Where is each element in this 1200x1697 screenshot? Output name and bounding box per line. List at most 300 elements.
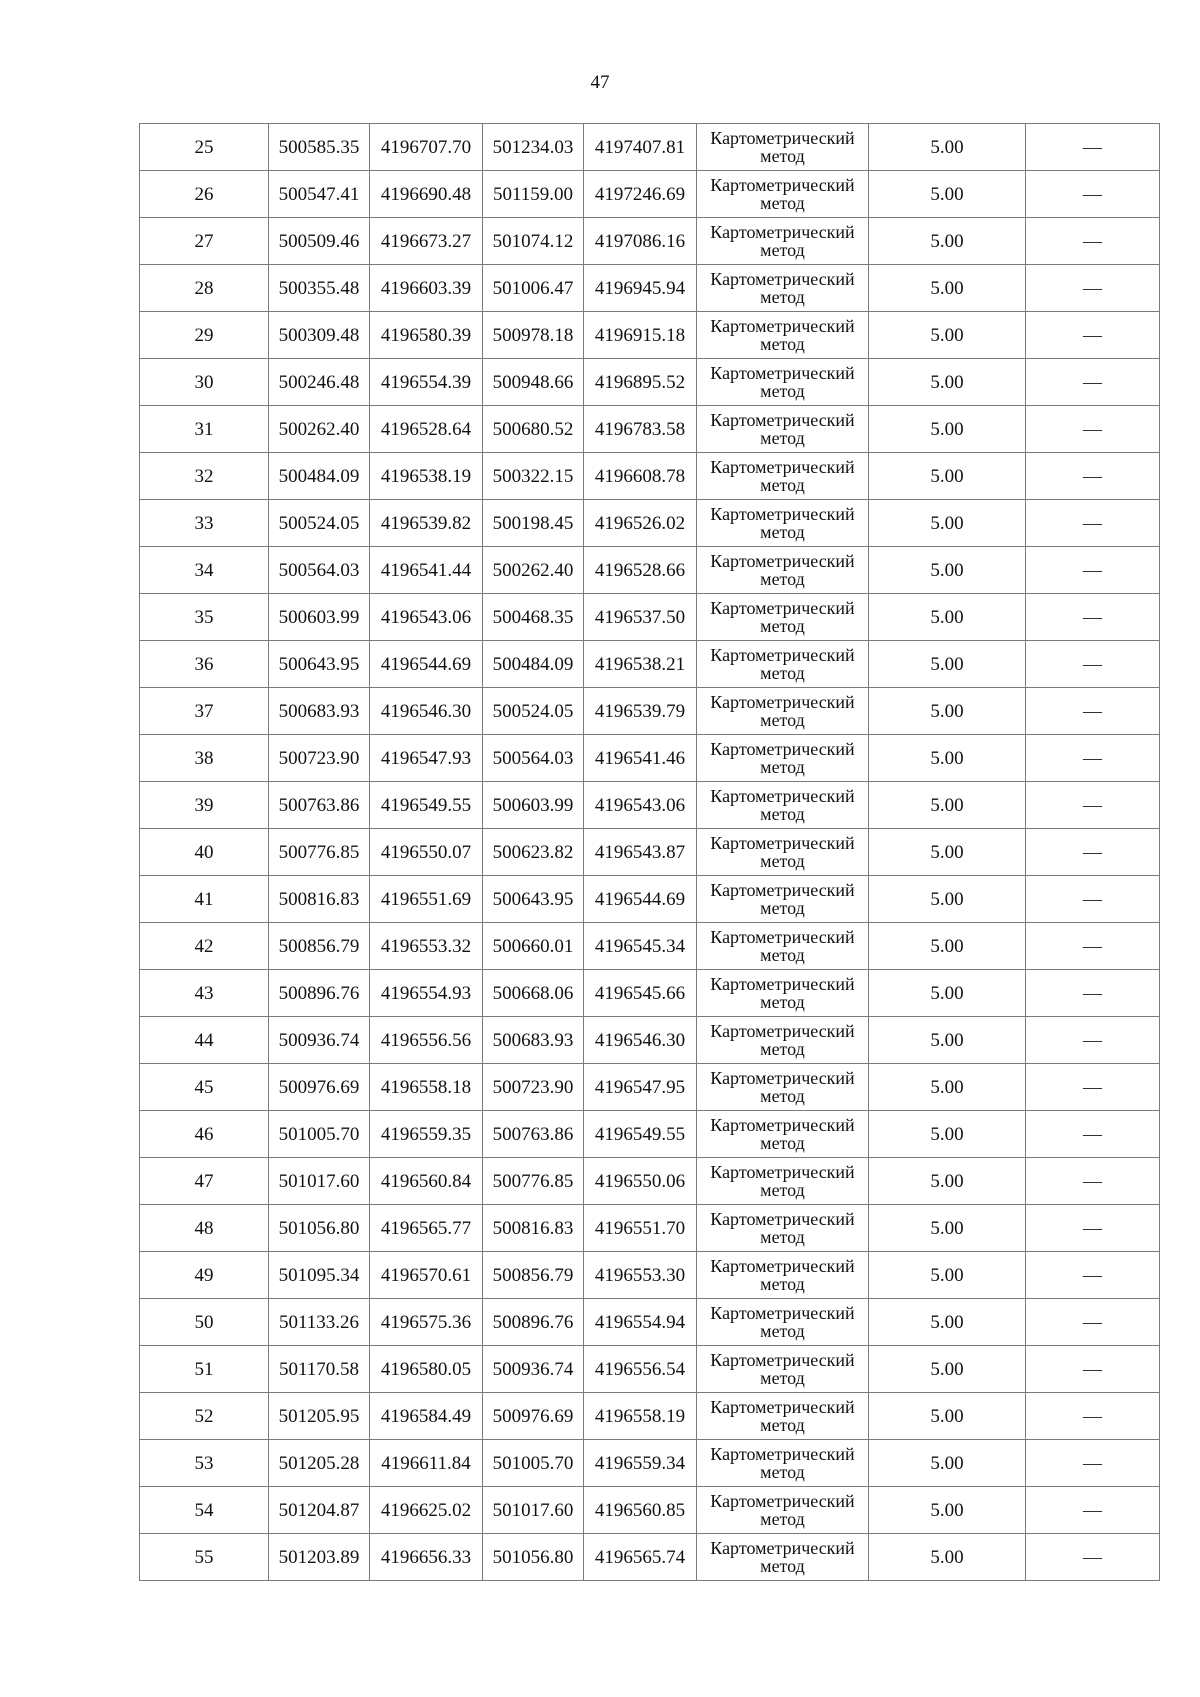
y1-cell: 4196554.93: [370, 970, 483, 1017]
accuracy-cell: 5.00: [869, 923, 1026, 970]
table-row: [140, 594, 1160, 641]
y2-cell: 4196783.58: [584, 406, 697, 453]
point-number-cell: 26: [140, 171, 269, 218]
y1-cell: 4196547.93: [370, 735, 483, 782]
x1-cell: 501203.89: [269, 1534, 370, 1581]
accuracy-cell: 5.00: [869, 218, 1026, 265]
method-line-1: Картометрический: [710, 457, 855, 477]
method-cell: [697, 547, 869, 594]
x1-cell: 500683.93: [269, 688, 370, 735]
x2-cell: 500322.15: [483, 453, 584, 500]
x1-cell: 501133.26: [269, 1299, 370, 1346]
table-row: [140, 688, 1160, 735]
table-row: [140, 829, 1160, 876]
x2-cell: 500723.90: [483, 1064, 584, 1111]
method-line-1: Картометрический: [710, 551, 855, 571]
y2-cell: 4196608.78: [584, 453, 697, 500]
table-row: [140, 782, 1160, 829]
accuracy-cell: 5.00: [869, 1393, 1026, 1440]
note-cell: —: [1026, 312, 1160, 359]
x1-cell: 500355.48: [269, 265, 370, 312]
note-cell: —: [1026, 406, 1160, 453]
x2-cell: 500468.35: [483, 594, 584, 641]
y1-cell: 4196550.07: [370, 829, 483, 876]
note-cell: —: [1026, 688, 1160, 735]
y2-cell: 4196528.66: [584, 547, 697, 594]
method-line-2: метод: [760, 1133, 805, 1153]
accuracy-cell: 5.00: [869, 265, 1026, 312]
table-row: [140, 124, 1160, 171]
method-line-1: Картометрический: [710, 880, 855, 900]
method-line-2: метод: [760, 287, 805, 307]
y1-cell: 4196558.18: [370, 1064, 483, 1111]
point-number-cell: 34: [140, 547, 269, 594]
y1-cell: 4196560.84: [370, 1158, 483, 1205]
table-row: [140, 1158, 1160, 1205]
y2-cell: 4196554.94: [584, 1299, 697, 1346]
accuracy-cell: 5.00: [869, 1017, 1026, 1064]
accuracy-cell: 5.00: [869, 500, 1026, 547]
accuracy-cell: 5.00: [869, 735, 1026, 782]
y1-cell: 4196603.39: [370, 265, 483, 312]
accuracy-cell: 5.00: [869, 1064, 1026, 1111]
point-number-cell: 30: [140, 359, 269, 406]
method-cell: [697, 124, 869, 171]
y1-cell: 4196565.77: [370, 1205, 483, 1252]
method-cell: [697, 641, 869, 688]
y2-cell: 4196560.85: [584, 1487, 697, 1534]
method-line-1: Картометрический: [710, 269, 855, 289]
x2-cell: 500776.85: [483, 1158, 584, 1205]
method-line-1: Картометрический: [710, 739, 855, 759]
y2-cell: 4196541.46: [584, 735, 697, 782]
table-row: [140, 735, 1160, 782]
note-cell: —: [1026, 1017, 1160, 1064]
table-row: [140, 1111, 1160, 1158]
x1-cell: 501205.28: [269, 1440, 370, 1487]
method-cell: [697, 970, 869, 1017]
x1-cell: 500936.74: [269, 1017, 370, 1064]
method-line-2: метод: [760, 1180, 805, 1200]
x1-cell: 500723.90: [269, 735, 370, 782]
method-line-1: Картометрический: [710, 1491, 855, 1511]
method-cell: [697, 1487, 869, 1534]
point-number-cell: 25: [140, 124, 269, 171]
point-number-cell: 29: [140, 312, 269, 359]
y2-cell: 4196545.66: [584, 970, 697, 1017]
method-cell: [697, 782, 869, 829]
method-line-1: Картометрический: [710, 410, 855, 430]
y1-cell: 4196554.39: [370, 359, 483, 406]
note-cell: —: [1026, 1534, 1160, 1581]
table-row: [140, 547, 1160, 594]
method-line-1: Картометрический: [710, 128, 855, 148]
x2-cell: 501234.03: [483, 124, 584, 171]
y2-cell: 4196895.52: [584, 359, 697, 406]
y1-cell: 4196673.27: [370, 218, 483, 265]
x2-cell: 501005.70: [483, 1440, 584, 1487]
method-line-2: метод: [760, 569, 805, 589]
method-cell: [697, 500, 869, 547]
method-line-2: метод: [760, 522, 805, 542]
accuracy-cell: 5.00: [869, 124, 1026, 171]
point-number-cell: 27: [140, 218, 269, 265]
method-line-1: Картометрический: [710, 1350, 855, 1370]
method-line-1: Картометрический: [710, 833, 855, 853]
y1-cell: 4196575.36: [370, 1299, 483, 1346]
method-cell: [697, 1299, 869, 1346]
y1-cell: 4196690.48: [370, 171, 483, 218]
y2-cell: 4196547.95: [584, 1064, 697, 1111]
y1-cell: 4196551.69: [370, 876, 483, 923]
x2-cell: 500524.05: [483, 688, 584, 735]
point-number-cell: 45: [140, 1064, 269, 1111]
x2-cell: 500896.76: [483, 1299, 584, 1346]
page-number: 47: [590, 72, 610, 93]
accuracy-cell: 5.00: [869, 1487, 1026, 1534]
method-cell: [697, 1534, 869, 1581]
point-number-cell: 38: [140, 735, 269, 782]
method-line-2: метод: [760, 616, 805, 636]
note-cell: —: [1026, 970, 1160, 1017]
point-number-cell: 46: [140, 1111, 269, 1158]
table-row: [140, 1299, 1160, 1346]
method-cell: [697, 359, 869, 406]
method-line-2: метод: [760, 1509, 805, 1529]
accuracy-cell: 5.00: [869, 1440, 1026, 1487]
point-number-cell: 40: [140, 829, 269, 876]
method-line-2: метод: [760, 334, 805, 354]
note-cell: —: [1026, 1205, 1160, 1252]
method-line-1: Картометрический: [710, 598, 855, 618]
method-line-2: метод: [760, 710, 805, 730]
x1-cell: 501017.60: [269, 1158, 370, 1205]
accuracy-cell: 5.00: [869, 876, 1026, 923]
x2-cell: 501159.00: [483, 171, 584, 218]
point-number-cell: 42: [140, 923, 269, 970]
accuracy-cell: 5.00: [869, 594, 1026, 641]
accuracy-cell: 5.00: [869, 1205, 1026, 1252]
x2-cell: 500198.45: [483, 500, 584, 547]
method-cell: [697, 1205, 869, 1252]
x1-cell: 500816.83: [269, 876, 370, 923]
note-cell: —: [1026, 218, 1160, 265]
table-row: [140, 1064, 1160, 1111]
point-number-cell: 49: [140, 1252, 269, 1299]
x1-cell: 500547.41: [269, 171, 370, 218]
method-line-1: Картометрический: [710, 1021, 855, 1041]
method-line-1: Картометрический: [710, 222, 855, 242]
y2-cell: 4196558.19: [584, 1393, 697, 1440]
method-line-2: метод: [760, 1227, 805, 1247]
table-row: [140, 1205, 1160, 1252]
x2-cell: 500484.09: [483, 641, 584, 688]
method-line-1: Картометрический: [710, 175, 855, 195]
x2-cell: 500623.82: [483, 829, 584, 876]
y1-cell: 4196580.39: [370, 312, 483, 359]
y1-cell: 4196546.30: [370, 688, 483, 735]
table-row: [140, 1252, 1160, 1299]
point-number-cell: 35: [140, 594, 269, 641]
method-line-1: Картометрический: [710, 786, 855, 806]
note-cell: —: [1026, 1158, 1160, 1205]
note-cell: —: [1026, 453, 1160, 500]
table-row: [140, 1487, 1160, 1534]
method-line-2: метод: [760, 1368, 805, 1388]
accuracy-cell: 5.00: [869, 1534, 1026, 1581]
method-cell: [697, 829, 869, 876]
accuracy-cell: 5.00: [869, 1158, 1026, 1205]
note-cell: —: [1026, 359, 1160, 406]
y2-cell: 4196915.18: [584, 312, 697, 359]
table-row: [140, 970, 1160, 1017]
accuracy-cell: 5.00: [869, 829, 1026, 876]
method-line-2: метод: [760, 193, 805, 213]
method-line-2: метод: [760, 804, 805, 824]
method-line-2: метод: [760, 757, 805, 777]
point-number-cell: 55: [140, 1534, 269, 1581]
note-cell: —: [1026, 1064, 1160, 1111]
x2-cell: 500668.06: [483, 970, 584, 1017]
accuracy-cell: 5.00: [869, 782, 1026, 829]
method-cell: [697, 923, 869, 970]
method-line-1: Картометрический: [710, 692, 855, 712]
point-number-cell: 32: [140, 453, 269, 500]
method-line-2: метод: [760, 1556, 805, 1576]
method-line-2: метод: [760, 428, 805, 448]
y2-cell: 4196543.06: [584, 782, 697, 829]
method-line-2: метод: [760, 1039, 805, 1059]
x2-cell: 500564.03: [483, 735, 584, 782]
y1-cell: 4196584.49: [370, 1393, 483, 1440]
accuracy-cell: 5.00: [869, 406, 1026, 453]
y1-cell: 4196625.02: [370, 1487, 483, 1534]
method-line-2: метод: [760, 475, 805, 495]
accuracy-cell: 5.00: [869, 641, 1026, 688]
y1-cell: 4196559.35: [370, 1111, 483, 1158]
x2-cell: 500856.79: [483, 1252, 584, 1299]
y2-cell: 4196545.34: [584, 923, 697, 970]
x1-cell: 500509.46: [269, 218, 370, 265]
point-number-cell: 44: [140, 1017, 269, 1064]
y1-cell: 4196544.69: [370, 641, 483, 688]
point-number-cell: 31: [140, 406, 269, 453]
x2-cell: 500262.40: [483, 547, 584, 594]
method-line-1: Картометрический: [710, 974, 855, 994]
note-cell: —: [1026, 124, 1160, 171]
table-row: [140, 265, 1160, 312]
point-number-cell: 51: [140, 1346, 269, 1393]
y2-cell: 4196549.55: [584, 1111, 697, 1158]
y2-cell: 4197407.81: [584, 124, 697, 171]
method-line-1: Картометрический: [710, 363, 855, 383]
x2-cell: 500976.69: [483, 1393, 584, 1440]
x2-cell: 500763.86: [483, 1111, 584, 1158]
method-line-1: Картометрический: [710, 927, 855, 947]
table-row: [140, 218, 1160, 265]
y2-cell: 4196546.30: [584, 1017, 697, 1064]
x1-cell: 500976.69: [269, 1064, 370, 1111]
note-cell: —: [1026, 171, 1160, 218]
note-cell: —: [1026, 547, 1160, 594]
method-line-1: Картометрический: [710, 1538, 855, 1558]
accuracy-cell: 5.00: [869, 1252, 1026, 1299]
y2-cell: 4196526.02: [584, 500, 697, 547]
y2-cell: 4196550.06: [584, 1158, 697, 1205]
y2-cell: 4196537.50: [584, 594, 697, 641]
accuracy-cell: 5.00: [869, 171, 1026, 218]
y2-cell: 4196543.87: [584, 829, 697, 876]
note-cell: —: [1026, 641, 1160, 688]
note-cell: —: [1026, 1440, 1160, 1487]
accuracy-cell: 5.00: [869, 970, 1026, 1017]
note-cell: —: [1026, 735, 1160, 782]
accuracy-cell: 5.00: [869, 547, 1026, 594]
x1-cell: 501204.87: [269, 1487, 370, 1534]
method-cell: [697, 218, 869, 265]
accuracy-cell: 5.00: [869, 312, 1026, 359]
method-line-1: Картометрический: [710, 645, 855, 665]
method-line-2: метод: [760, 1415, 805, 1435]
method-cell: [697, 1158, 869, 1205]
method-line-1: Картометрический: [710, 316, 855, 336]
point-number-cell: 48: [140, 1205, 269, 1252]
y2-cell: 4196539.79: [584, 688, 697, 735]
x1-cell: 500309.48: [269, 312, 370, 359]
x1-cell: 500776.85: [269, 829, 370, 876]
y2-cell: 4196544.69: [584, 876, 697, 923]
note-cell: —: [1026, 876, 1160, 923]
method-cell: [697, 1017, 869, 1064]
point-number-cell: 33: [140, 500, 269, 547]
y1-cell: 4196541.44: [370, 547, 483, 594]
x1-cell: 500246.48: [269, 359, 370, 406]
point-number-cell: 36: [140, 641, 269, 688]
x2-cell: 500683.93: [483, 1017, 584, 1064]
y1-cell: 4196528.64: [370, 406, 483, 453]
y1-cell: 4196553.32: [370, 923, 483, 970]
x1-cell: 501170.58: [269, 1346, 370, 1393]
method-cell: [697, 1440, 869, 1487]
method-line-2: метод: [760, 663, 805, 683]
method-line-1: Картометрический: [710, 1209, 855, 1229]
method-line-1: Картометрический: [710, 1068, 855, 1088]
x2-cell: 500816.83: [483, 1205, 584, 1252]
x1-cell: 500585.35: [269, 124, 370, 171]
y1-cell: 4196570.61: [370, 1252, 483, 1299]
x2-cell: 500680.52: [483, 406, 584, 453]
note-cell: —: [1026, 1393, 1160, 1440]
note-cell: —: [1026, 265, 1160, 312]
point-number-cell: 50: [140, 1299, 269, 1346]
note-cell: —: [1026, 1299, 1160, 1346]
note-cell: —: [1026, 500, 1160, 547]
method-cell: [697, 594, 869, 641]
table-row: [140, 500, 1160, 547]
note-cell: —: [1026, 1487, 1160, 1534]
x1-cell: 500564.03: [269, 547, 370, 594]
method-cell: [697, 1346, 869, 1393]
x1-cell: 500524.05: [269, 500, 370, 547]
note-cell: —: [1026, 782, 1160, 829]
x1-cell: 500262.40: [269, 406, 370, 453]
x2-cell: 500948.66: [483, 359, 584, 406]
point-number-cell: 43: [140, 970, 269, 1017]
y2-cell: 4196559.34: [584, 1440, 697, 1487]
method-line-2: метод: [760, 992, 805, 1012]
method-cell: [697, 265, 869, 312]
x2-cell: 501056.80: [483, 1534, 584, 1581]
y1-cell: 4196580.05: [370, 1346, 483, 1393]
y1-cell: 4196707.70: [370, 124, 483, 171]
method-line-2: метод: [760, 381, 805, 401]
x1-cell: 501205.95: [269, 1393, 370, 1440]
table-row: [140, 1346, 1160, 1393]
method-cell: [697, 171, 869, 218]
point-number-cell: 41: [140, 876, 269, 923]
table-row: [140, 312, 1160, 359]
accuracy-cell: 5.00: [869, 688, 1026, 735]
x1-cell: 500856.79: [269, 923, 370, 970]
y1-cell: 4196543.06: [370, 594, 483, 641]
method-line-1: Картометрический: [710, 1397, 855, 1417]
y2-cell: 4196556.54: [584, 1346, 697, 1393]
point-number-cell: 39: [140, 782, 269, 829]
x2-cell: 500978.18: [483, 312, 584, 359]
method-cell: [697, 1064, 869, 1111]
x2-cell: 501017.60: [483, 1487, 584, 1534]
point-number-cell: 53: [140, 1440, 269, 1487]
table-row: [140, 641, 1160, 688]
accuracy-cell: 5.00: [869, 1111, 1026, 1158]
accuracy-cell: 5.00: [869, 359, 1026, 406]
note-cell: —: [1026, 923, 1160, 970]
table-row: [140, 406, 1160, 453]
point-number-cell: 54: [140, 1487, 269, 1534]
table-row: [140, 1440, 1160, 1487]
x1-cell: 500896.76: [269, 970, 370, 1017]
method-line-1: Картометрический: [710, 1162, 855, 1182]
method-cell: [697, 1111, 869, 1158]
y2-cell: 4196538.21: [584, 641, 697, 688]
accuracy-cell: 5.00: [869, 1346, 1026, 1393]
y1-cell: 4196611.84: [370, 1440, 483, 1487]
y2-cell: 4196945.94: [584, 265, 697, 312]
method-line-2: метод: [760, 1321, 805, 1341]
method-line-1: Картометрический: [710, 504, 855, 524]
point-number-cell: 28: [140, 265, 269, 312]
method-cell: [697, 312, 869, 359]
method-line-2: метод: [760, 146, 805, 166]
method-cell: [697, 1252, 869, 1299]
method-line-2: метод: [760, 1462, 805, 1482]
y2-cell: 4197086.16: [584, 218, 697, 265]
x2-cell: 501006.47: [483, 265, 584, 312]
method-cell: [697, 1393, 869, 1440]
point-number-cell: 52: [140, 1393, 269, 1440]
note-cell: —: [1026, 1252, 1160, 1299]
method-cell: [697, 453, 869, 500]
x1-cell: 500643.95: [269, 641, 370, 688]
y1-cell: 4196539.82: [370, 500, 483, 547]
note-cell: —: [1026, 1111, 1160, 1158]
x2-cell: 500643.95: [483, 876, 584, 923]
method-line-1: Картометрический: [710, 1303, 855, 1323]
coordinates-table: [139, 123, 1160, 1581]
x2-cell: 500603.99: [483, 782, 584, 829]
table-row: [140, 171, 1160, 218]
x1-cell: 501005.70: [269, 1111, 370, 1158]
